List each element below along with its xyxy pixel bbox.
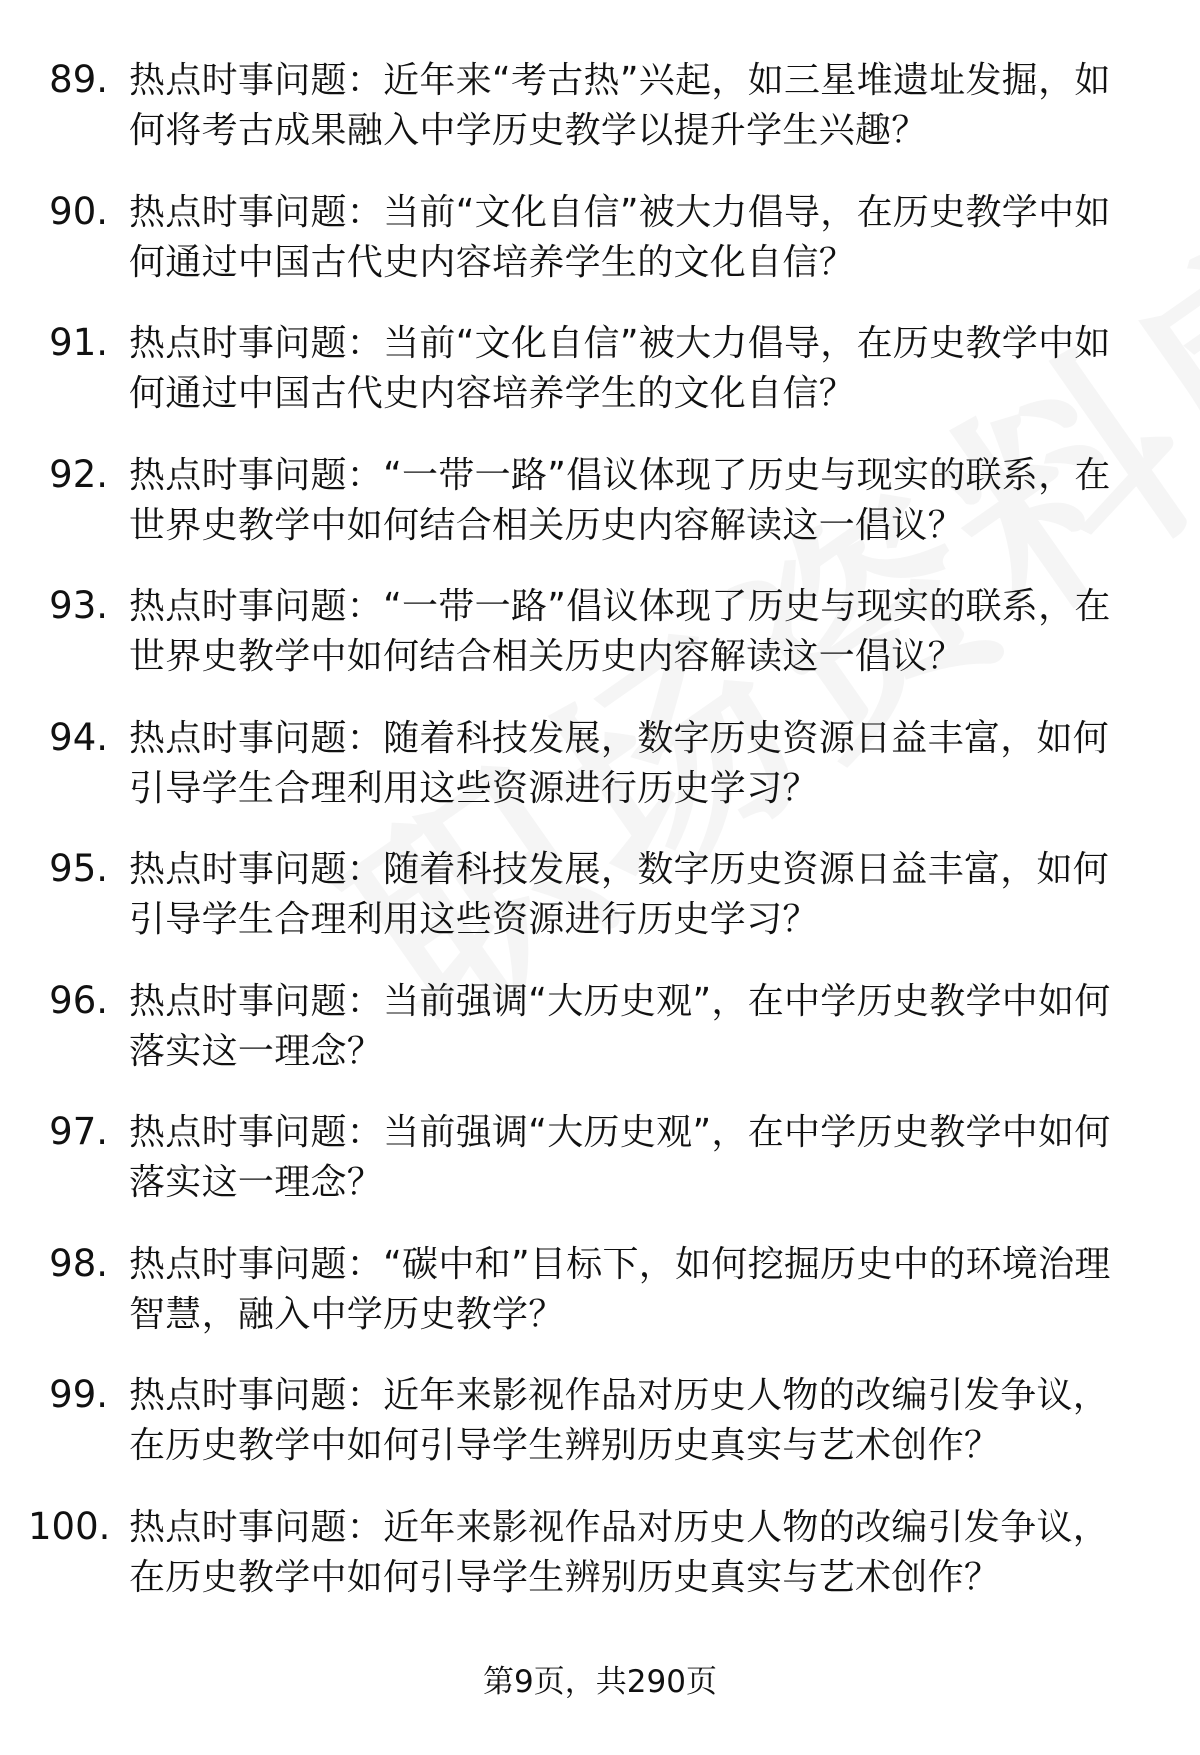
list-item xyxy=(0,1240,1200,1340)
question-number: 95. xyxy=(49,847,108,890)
question-number: 90. xyxy=(49,189,108,233)
question-number: 96. xyxy=(49,978,108,1022)
list-item xyxy=(0,1108,1200,1208)
question-number: 91. xyxy=(49,321,108,364)
question-text: 热点时事问题：当前强调“大历史观”，在中学历史教学中如何落实这一理念？ xyxy=(129,980,1111,1072)
list-item xyxy=(0,977,1200,1077)
question-number: 100. xyxy=(28,1504,111,1548)
question-text: 热点时事问题：当前强调“大历史观”，在中学历史教学中如何落实这一理念？ xyxy=(129,1112,1111,1203)
list-item xyxy=(0,714,1200,814)
question-text: 热点时事问题：随着科技发展，数字历史资源日益丰富，如何引导学生合理利用这些资源进行历史学习？ xyxy=(129,849,1110,940)
list-item xyxy=(0,845,1200,945)
question-text: 热点时事问题：当前“文化自信”被大力倡导，在历史教学中如何通过中国古代史内容培养学生的文化自信？ xyxy=(129,323,1111,414)
question-text: 热点时事问题：“碳中和”目标下，如何挖掘历史中的环境治理智慧，融入中学历史教学？ xyxy=(129,1243,1111,1335)
question-number: 93. xyxy=(49,584,108,627)
question-text: 热点时事问题：当前“文化自信”被大力倡导，在历史教学中如何通过中国古代史内容培养学生的文化自信？ xyxy=(129,191,1111,283)
question-number: 94. xyxy=(49,715,108,759)
question-text: 热点时事问题：随着科技发展，数字历史资源日益丰富，如何引导学生合理利用这些资源进行历史学习？ xyxy=(129,717,1110,809)
question-number: 98. xyxy=(49,1241,108,1285)
question-text: 热点时事问题：“一带一路”倡议体现了历史与现实的联系，在世界史教学中如何结合相关历史内容解读这一倡议？ xyxy=(129,586,1111,677)
list-item xyxy=(0,1371,1200,1471)
question-number: 92. xyxy=(49,452,108,496)
question-number: 89. xyxy=(49,58,108,101)
list-item xyxy=(0,1503,1200,1603)
question-number: 97. xyxy=(49,1110,108,1153)
list-item xyxy=(0,582,1200,682)
question-text: 热点时事问题：“一带一路”倡议体现了历史与现实的联系，在世界史教学中如何结合相关历史内容解读这一倡议？ xyxy=(129,454,1111,546)
list-item xyxy=(0,188,1200,288)
page-footer: 第9页，共290页 xyxy=(483,1664,717,1700)
list-item xyxy=(0,451,1200,551)
list-item xyxy=(0,319,1200,419)
question-text: 热点时事问题：近年来影视作品对历史人物的改编引发争议，在历史教学中如何引导学生辨别历史真实与艺术创作？ xyxy=(129,1506,1110,1598)
question-text: 热点时事问题：近年来影视作品对历史人物的改编引发争议，在历史教学中如何引导学生辨别历史真实与艺术创作？ xyxy=(129,1375,1110,1466)
question-number: 99. xyxy=(49,1373,108,1416)
list-item xyxy=(0,56,1200,156)
question-text: 热点时事问题：近年来“考古热”兴起，如三星堆遗址发掘，如何将考古成果融入中学历史教学以提升学生兴趣？ xyxy=(129,60,1111,151)
question-list xyxy=(0,56,1200,1634)
